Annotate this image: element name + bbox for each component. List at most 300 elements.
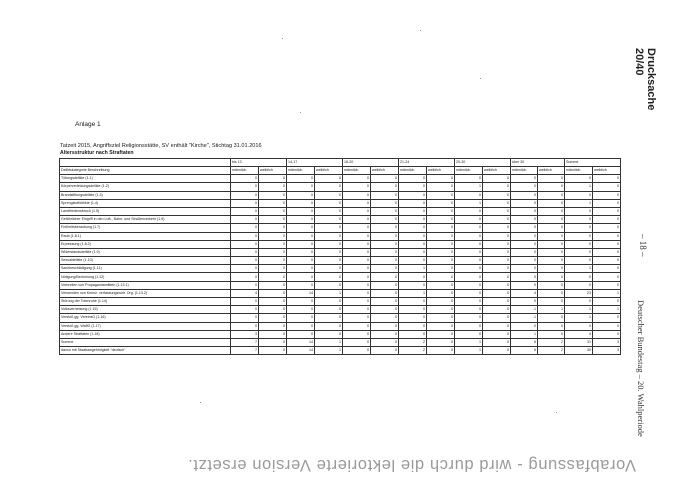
count-cell: 0 (231, 199, 259, 207)
count-cell: 1 (455, 199, 483, 207)
scan-speck (282, 38, 283, 39)
count-cell: 0 (455, 191, 483, 199)
count-cell: 0 (259, 347, 287, 355)
count-cell: 0 (511, 224, 538, 232)
count-cell: 0 (427, 248, 455, 256)
count-cell: 4 (231, 289, 259, 297)
count-cell: 0 (483, 289, 511, 297)
table-row (60, 216, 621, 224)
count-cell: 0 (455, 265, 483, 273)
count-cell: 0 (399, 191, 427, 199)
count-cell: 0 (483, 273, 511, 281)
age-group-header: 18-20 (343, 159, 399, 167)
count-cell: 0 (259, 240, 287, 248)
count-cell: 0 (511, 298, 538, 306)
count-cell: 0 (343, 289, 371, 297)
drucksache-label: Drucksache 20/40 (633, 48, 657, 111)
count-cell: 0 (593, 265, 621, 273)
offense-category-cell: Volksverhetzung (1.15) (60, 306, 231, 314)
age-group-header: Summe (565, 159, 621, 167)
table-row (60, 298, 621, 306)
count-cell: 1 (315, 338, 343, 346)
count-cell: 0 (538, 183, 565, 191)
count-cell: 0 (259, 199, 287, 207)
count-cell: 0 (287, 191, 315, 199)
count-cell: 0 (315, 224, 343, 232)
female-column-header: weiblich (371, 167, 399, 175)
count-cell: 0 (483, 240, 511, 248)
count-cell: 0 (259, 257, 287, 265)
count-cell: 0 (483, 224, 511, 232)
count-cell: 0 (538, 240, 565, 248)
count-cell: 0 (455, 314, 483, 322)
offense-category-cell: Summe (60, 338, 231, 346)
count-cell: 0 (593, 191, 621, 199)
count-cell: 7 (231, 347, 259, 355)
count-cell: 0 (565, 216, 593, 224)
count-cell: 0 (287, 273, 315, 281)
count-cell: 2 (538, 338, 565, 346)
count-cell: 2 (399, 338, 427, 346)
count-cell: 0 (565, 207, 593, 215)
female-column-header: weiblich (315, 167, 343, 175)
count-cell: 0 (483, 257, 511, 265)
count-cell: 0 (511, 207, 538, 215)
count-cell: 0 (371, 330, 399, 338)
count-cell: 0 (231, 240, 259, 248)
count-cell: 0 (343, 248, 371, 256)
count-cell: 0 (511, 281, 538, 289)
count-cell: 0 (371, 175, 399, 183)
count-cell: 0 (455, 232, 483, 240)
count-cell: 0 (511, 191, 538, 199)
page-number: – 18 – (638, 234, 648, 257)
count-cell: 0 (455, 306, 483, 314)
count-cell: 0 (371, 314, 399, 322)
offense-category-cell: Gefährlicher Eingriff in den Luft-, Bahn- und Straßenverkehr (1.6) (60, 216, 231, 224)
count-cell: 0 (287, 281, 315, 289)
male-column-header: männlich (287, 167, 315, 175)
age-group-header: über 30 (511, 159, 565, 167)
count-cell: 0 (511, 248, 538, 256)
count-cell: 0 (371, 289, 399, 297)
table-row (60, 257, 621, 265)
count-cell: 0 (371, 199, 399, 207)
count-cell: 0 (259, 224, 287, 232)
count-cell: 0 (593, 175, 621, 183)
table-row (60, 281, 621, 289)
count-cell: 1 (565, 265, 593, 273)
count-cell: 0 (315, 207, 343, 215)
count-cell: 0 (483, 314, 511, 322)
count-cell: 0 (565, 281, 593, 289)
offense-category-cell: Sexualdelikte (1.10) (60, 257, 231, 265)
count-cell: 0 (455, 273, 483, 281)
count-cell: 1 (455, 338, 483, 346)
count-cell: 0 (399, 199, 427, 207)
count-cell: 0 (483, 347, 511, 355)
female-column-header: weiblich (538, 167, 565, 175)
count-cell: 0 (565, 322, 593, 330)
count-cell: 0 (399, 175, 427, 183)
count-cell: 0 (371, 338, 399, 346)
count-cell: 0 (315, 257, 343, 265)
count-cell: 1 (593, 306, 621, 314)
count-cell: 0 (538, 207, 565, 215)
count-cell: 0 (287, 240, 315, 248)
count-cell: 0 (287, 298, 315, 306)
count-cell: 0 (315, 330, 343, 338)
count-cell: 0 (455, 248, 483, 256)
count-cell: 0 (371, 240, 399, 248)
count-cell: 0 (287, 306, 315, 314)
count-cell: 0 (483, 330, 511, 338)
count-cell: 0 (231, 257, 259, 265)
count-cell: 0 (315, 314, 343, 322)
count-cell: 2 (399, 347, 427, 355)
count-cell: 0 (371, 224, 399, 232)
offense-category-cell: Sprengstoffdelikte (1.4) (60, 199, 231, 207)
count-cell: 3 (231, 330, 259, 338)
count-cell: 0 (399, 240, 427, 248)
count-cell: 0 (455, 330, 483, 338)
count-cell: 0 (399, 207, 427, 215)
offense-category-cell: Tötungsdelikte (1.1) (60, 175, 231, 183)
count-cell: 0 (343, 175, 371, 183)
count-cell: 0 (343, 191, 371, 199)
count-cell: 1 (565, 314, 593, 322)
count-cell: 0 (371, 207, 399, 215)
count-cell: 1 (399, 265, 427, 273)
offense-category-cell: Verstoß gg. VereinsG (1.16) (60, 314, 231, 322)
count-cell: 0 (259, 306, 287, 314)
count-cell: 0 (371, 322, 399, 330)
offense-category-cell: Störung der Totenruhe (1.14) (60, 298, 231, 306)
count-cell: 0 (593, 281, 621, 289)
count-cell: 0 (287, 330, 315, 338)
count-cell: 0 (231, 207, 259, 215)
count-cell: 0 (231, 322, 259, 330)
count-cell: 1 (511, 314, 538, 322)
count-cell: 0 (427, 347, 455, 355)
count-cell: 0 (427, 289, 455, 297)
count-cell: 0 (315, 216, 343, 224)
count-cell: 0 (259, 265, 287, 273)
age-group-header: 14-17 (287, 159, 343, 167)
count-cell: 0 (399, 314, 427, 322)
male-column-header: männlich (343, 167, 371, 175)
count-cell: 0 (593, 248, 621, 256)
count-cell: 0 (315, 322, 343, 330)
count-cell: 0 (538, 322, 565, 330)
count-cell: 23 (565, 289, 593, 297)
offense-category-cell: Freiheitsberaubung (1.7) (60, 224, 231, 232)
male-column-header: männlich (399, 167, 427, 175)
count-cell: 0 (231, 265, 259, 273)
count-cell: 0 (371, 248, 399, 256)
count-cell: 0 (565, 298, 593, 306)
count-cell: 0 (427, 306, 455, 314)
table-row (60, 314, 621, 322)
table-row (60, 232, 621, 240)
count-cell: 0 (315, 281, 343, 289)
count-cell: 0 (483, 298, 511, 306)
count-cell: 0 (343, 298, 371, 306)
count-cell: 0 (371, 281, 399, 289)
count-cell: 0 (538, 232, 565, 240)
count-cell: 0 (565, 257, 593, 265)
table-row (60, 289, 621, 297)
count-cell: 30 (565, 347, 593, 355)
count-cell: 0 (565, 248, 593, 256)
count-cell: 0 (399, 306, 427, 314)
count-cell: 0 (427, 314, 455, 322)
count-cell: 0 (371, 265, 399, 273)
count-cell: 0 (371, 191, 399, 199)
scan-speck (480, 78, 481, 79)
count-cell: 0 (315, 175, 343, 183)
count-cell: 0 (483, 232, 511, 240)
count-cell: 0 (259, 314, 287, 322)
table-row (60, 330, 621, 338)
table-row (60, 306, 621, 314)
count-cell: 0 (593, 216, 621, 224)
count-cell: 0 (427, 199, 455, 207)
male-column-header: männlich (231, 167, 259, 175)
count-cell: 0 (593, 199, 621, 207)
count-cell: 0 (315, 240, 343, 248)
count-cell: 0 (231, 281, 259, 289)
offense-category-cell: Verbreiten von Propagandamitteln (1.13.1) (60, 281, 231, 289)
offense-category-cell: davon mit Staatsangehörigkeit "deutsch" (60, 347, 231, 355)
count-cell: 0 (427, 265, 455, 273)
offense-category-cell: Raub (1.8.1) (60, 232, 231, 240)
count-cell: 0 (259, 232, 287, 240)
count-cell: 0 (427, 191, 455, 199)
age-group-header-row (60, 159, 621, 167)
age-group-header: bis 13 (231, 159, 287, 167)
count-cell: 0 (343, 306, 371, 314)
count-cell: 4 (511, 289, 538, 297)
count-cell: 0 (593, 273, 621, 281)
count-cell: 0 (427, 338, 455, 346)
count-cell: 0 (483, 191, 511, 199)
count-cell: 0 (343, 224, 371, 232)
count-cell: 0 (231, 191, 259, 199)
count-cell: 0 (343, 347, 371, 355)
count-cell: 0 (483, 175, 511, 183)
count-cell: 1 (455, 347, 483, 355)
count-cell: 1 (565, 199, 593, 207)
scan-speck (200, 402, 201, 403)
count-cell: 7 (231, 338, 259, 346)
count-cell: 0 (483, 306, 511, 314)
count-cell: 0 (427, 330, 455, 338)
count-cell: 0 (259, 273, 287, 281)
count-cell: 0 (455, 240, 483, 248)
count-cell: 0 (483, 216, 511, 224)
preliminary-version-watermark: Vorabfassung - wird durch die lektorierte Version ersetzt. (187, 456, 636, 474)
count-cell: 0 (343, 240, 371, 248)
count-cell: 0 (455, 257, 483, 265)
count-cell: 0 (455, 281, 483, 289)
offense-category-cell: Verwenden von Kennz. verfassungswidr. Org. (1.13.2) (60, 289, 231, 297)
count-cell: 0 (427, 207, 455, 215)
count-cell: 0 (538, 298, 565, 306)
male-column-header: männlich (511, 167, 538, 175)
count-cell: 0 (538, 175, 565, 183)
count-cell: 1 (511, 330, 538, 338)
count-cell: 0 (259, 298, 287, 306)
count-cell: 0 (287, 224, 315, 232)
count-cell: 0 (259, 289, 287, 297)
count-cell: 3 (593, 347, 621, 355)
count-cell: 0 (259, 330, 287, 338)
count-cell: 0 (259, 248, 287, 256)
count-cell: 0 (343, 273, 371, 281)
count-cell: 1 (565, 183, 593, 191)
count-cell: 0 (538, 224, 565, 232)
count-cell: 0 (538, 330, 565, 338)
count-cell: 0 (315, 298, 343, 306)
count-cell: 0 (287, 175, 315, 183)
count-cell: 0 (399, 183, 427, 191)
count-cell: 0 (455, 207, 483, 215)
count-cell: 0 (259, 175, 287, 183)
count-cell: 0 (399, 273, 427, 281)
female-column-header: weiblich (259, 167, 287, 175)
scan-speck (556, 412, 557, 413)
count-cell: 0 (455, 289, 483, 297)
count-cell: 0 (287, 265, 315, 273)
count-cell: 1 (455, 183, 483, 191)
offense-category-cell: Körperverletzungsdelikte (1.2) (60, 183, 231, 191)
count-cell: 0 (483, 322, 511, 330)
count-cell: 0 (565, 175, 593, 183)
count-cell: 0 (399, 281, 427, 289)
count-cell: 0 (538, 216, 565, 224)
count-cell: 0 (538, 248, 565, 256)
count-cell: 1 (399, 289, 427, 297)
count-cell: 0 (231, 314, 259, 322)
count-cell: 0 (427, 273, 455, 281)
count-cell: 0 (287, 216, 315, 224)
table-title: Tatzeit 2015, Angriffsziel Religionsstätte, SV enthält "Kirche", Stichtag 31.01.2016 (60, 143, 262, 149)
count-cell: 14 (287, 338, 315, 346)
count-cell: 0 (315, 183, 343, 191)
count-cell: 0 (343, 183, 371, 191)
count-cell: 0 (259, 207, 287, 215)
female-column-header: weiblich (593, 167, 621, 175)
table-row (60, 273, 621, 281)
count-cell: 0 (287, 322, 315, 330)
count-cell: 0 (343, 216, 371, 224)
count-cell: 0 (259, 183, 287, 191)
count-cell: 0 (427, 175, 455, 183)
count-cell: 0 (287, 232, 315, 240)
count-cell: 0 (511, 216, 538, 224)
female-column-header: weiblich (427, 167, 455, 175)
count-cell: 0 (511, 199, 538, 207)
count-cell: 0 (593, 183, 621, 191)
count-cell: 0 (315, 191, 343, 199)
offense-category-cell: Widerstandsdelikte (1.9) (60, 248, 231, 256)
table-row (60, 224, 621, 232)
count-cell: 0 (231, 306, 259, 314)
count-cell: 0 (287, 248, 315, 256)
count-cell: 1 (315, 289, 343, 297)
count-cell: 1 (565, 306, 593, 314)
count-cell: 0 (287, 183, 315, 191)
count-cell: 0 (231, 175, 259, 183)
count-cell: 0 (315, 306, 343, 314)
count-cell: 0 (231, 232, 259, 240)
count-cell: 0 (315, 232, 343, 240)
count-cell: 0 (427, 183, 455, 191)
count-cell: 0 (565, 232, 593, 240)
offense-category-cell: Brandstiftungsdelikte (1.3) (60, 191, 231, 199)
offense-category-cell: Erpressung (1.8.2) (60, 240, 231, 248)
table-subtitle: Altersstruktur nach Straftaten (60, 150, 134, 156)
count-cell: 0 (343, 330, 371, 338)
count-cell: 0 (538, 257, 565, 265)
count-cell: 0 (538, 265, 565, 273)
count-cell: 0 (231, 216, 259, 224)
count-cell: 0 (315, 199, 343, 207)
count-cell: 0 (511, 322, 538, 330)
header-corner-cell (60, 159, 231, 167)
count-cell: 0 (315, 273, 343, 281)
count-cell: 0 (371, 306, 399, 314)
count-cell: 0 (565, 191, 593, 199)
table-row (60, 191, 621, 199)
count-cell: 0 (343, 322, 371, 330)
count-cell: 0 (511, 257, 538, 265)
count-cell: 0 (455, 322, 483, 330)
count-cell: 3 (593, 338, 621, 346)
count-cell: 0 (483, 248, 511, 256)
count-cell: 0 (343, 265, 371, 273)
count-cell: 0 (565, 224, 593, 232)
count-cell: 0 (538, 273, 565, 281)
count-cell: 0 (315, 248, 343, 256)
count-cell: 0 (455, 224, 483, 232)
count-cell: 0 (371, 232, 399, 240)
count-cell: 0 (593, 314, 621, 322)
count-cell: 0 (259, 216, 287, 224)
offense-category-cell: Landfriedensbruch (1.5) (60, 207, 231, 215)
count-cell: 0 (343, 338, 371, 346)
count-cell: 0 (287, 207, 315, 215)
count-cell: 0 (511, 265, 538, 273)
count-cell: 0 (593, 232, 621, 240)
count-cell: 0 (371, 257, 399, 265)
count-cell: 0 (399, 216, 427, 224)
table-row (60, 248, 621, 256)
count-cell: 0 (343, 257, 371, 265)
count-cell: 0 (483, 207, 511, 215)
offense-category-cell: Verstoß gg. WaffG (1.17) (60, 322, 231, 330)
table-row (60, 338, 621, 346)
table-row (60, 347, 621, 355)
count-cell: 1 (511, 306, 538, 314)
count-cell: 0 (231, 248, 259, 256)
count-cell: 6 (511, 347, 538, 355)
count-cell: 0 (593, 207, 621, 215)
count-cell: 0 (427, 298, 455, 306)
table-row (60, 183, 621, 191)
count-cell: 0 (371, 298, 399, 306)
